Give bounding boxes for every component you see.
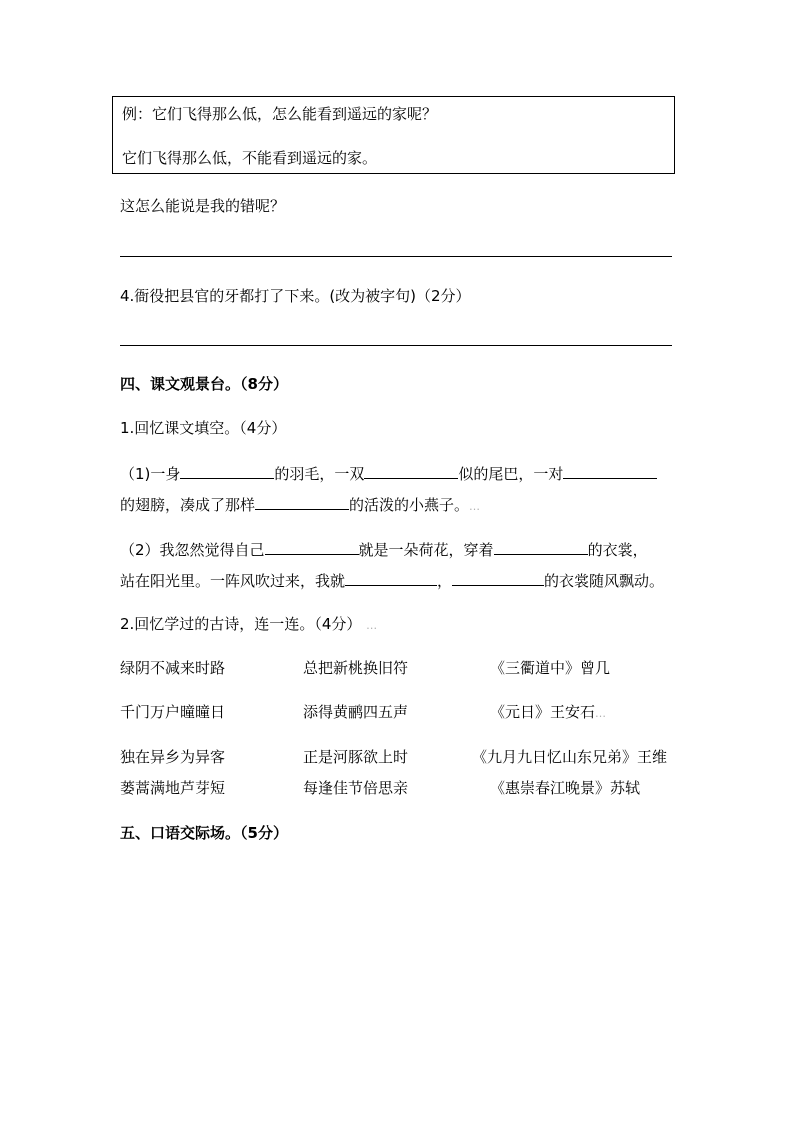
poem-line-a1[interactable]: 绿阴不减来时路 <box>120 659 226 677</box>
s4-q1-p2-line2 <box>120 570 664 591</box>
stray-mark: … <box>595 707 607 720</box>
text: 似的尾巴，一对 <box>458 465 564 483</box>
poem-line-b4[interactable]: 每逢佳节倍思亲 <box>303 779 409 797</box>
poem-title-3[interactable]: 《九月九日忆山东兄弟》王维 <box>472 748 668 766</box>
poem-line-b3[interactable]: 正是河豚欲上时 <box>303 748 409 766</box>
poem-line-a3[interactable]: 独在异乡为异客 <box>120 748 226 766</box>
s4-q1-p1-line1 <box>120 463 657 484</box>
q3-answer-line[interactable] <box>120 256 672 257</box>
section5-title: 五、口语交际场。（5分） <box>120 824 288 842</box>
q4-prompt: 4.衙役把县官的牙都打了下来。(改为被字句)（2分） <box>120 287 471 305</box>
text: 的羽毛，一双 <box>274 465 365 483</box>
text: （2）我忽然觉得自己 <box>120 541 265 559</box>
blank-7[interactable] <box>345 570 437 586</box>
stray-mark: … <box>469 500 481 513</box>
text: 就是一朵荷花，穿着 <box>358 541 494 559</box>
poem-title-2[interactable] <box>490 702 606 724</box>
blank-2[interactable] <box>364 463 458 479</box>
section4-title: 四、课文观景台。（8分） <box>120 375 288 393</box>
poem-line-b1[interactable]: 总把新桃换旧符 <box>303 659 409 677</box>
text: 的衣裳随风飘动。 <box>544 572 665 590</box>
blank-4[interactable] <box>255 494 349 510</box>
s4-q1-label: 1.回忆课文填空。（4分） <box>120 419 287 437</box>
text: 的翅膀，凑成了那样 <box>120 496 256 514</box>
text: 《元日》王安石 <box>490 703 596 721</box>
text: 站在阳光里。一阵风吹过来，我就 <box>120 572 346 590</box>
q3-sentence: 这怎么能说是我的错呢？ <box>120 197 286 215</box>
blank-1[interactable] <box>180 463 274 479</box>
stray-mark: … <box>366 619 378 632</box>
example-answer: 它们飞得那么低，不能看到遥远的家。 <box>122 149 378 167</box>
poem-line-a2[interactable]: 千门万户曈曈日 <box>120 703 226 721</box>
poem-line-a4[interactable]: 蒌蒿满地芦芽短 <box>120 779 226 797</box>
blank-8[interactable] <box>452 570 544 586</box>
example-question: 例：它们飞得那么低，怎么能看到遥远的家呢？ <box>122 105 438 123</box>
text: 2.回忆学过的古诗，连一连。（4分） <box>120 615 362 633</box>
text: ， <box>437 572 453 590</box>
q4-answer-line[interactable] <box>120 345 672 346</box>
poem-title-4[interactable]: 《惠崇春江晚景》苏轼 <box>490 779 641 797</box>
text: （1)一身 <box>120 465 181 483</box>
s4-q1-p2-line1 <box>120 539 648 560</box>
blank-3[interactable] <box>563 463 657 479</box>
blank-5[interactable] <box>265 539 359 555</box>
poem-title-1[interactable]: 《三衢道中》曾几 <box>490 659 611 677</box>
s4-q2-label <box>120 614 377 636</box>
poem-line-b2[interactable]: 添得黄鹂四五声 <box>303 703 409 721</box>
text: 的衣裳， <box>587 541 648 559</box>
s4-q1-p1-line2 <box>120 494 480 517</box>
blank-6[interactable] <box>494 539 588 555</box>
text: 的活泼的小燕子。 <box>349 496 470 514</box>
